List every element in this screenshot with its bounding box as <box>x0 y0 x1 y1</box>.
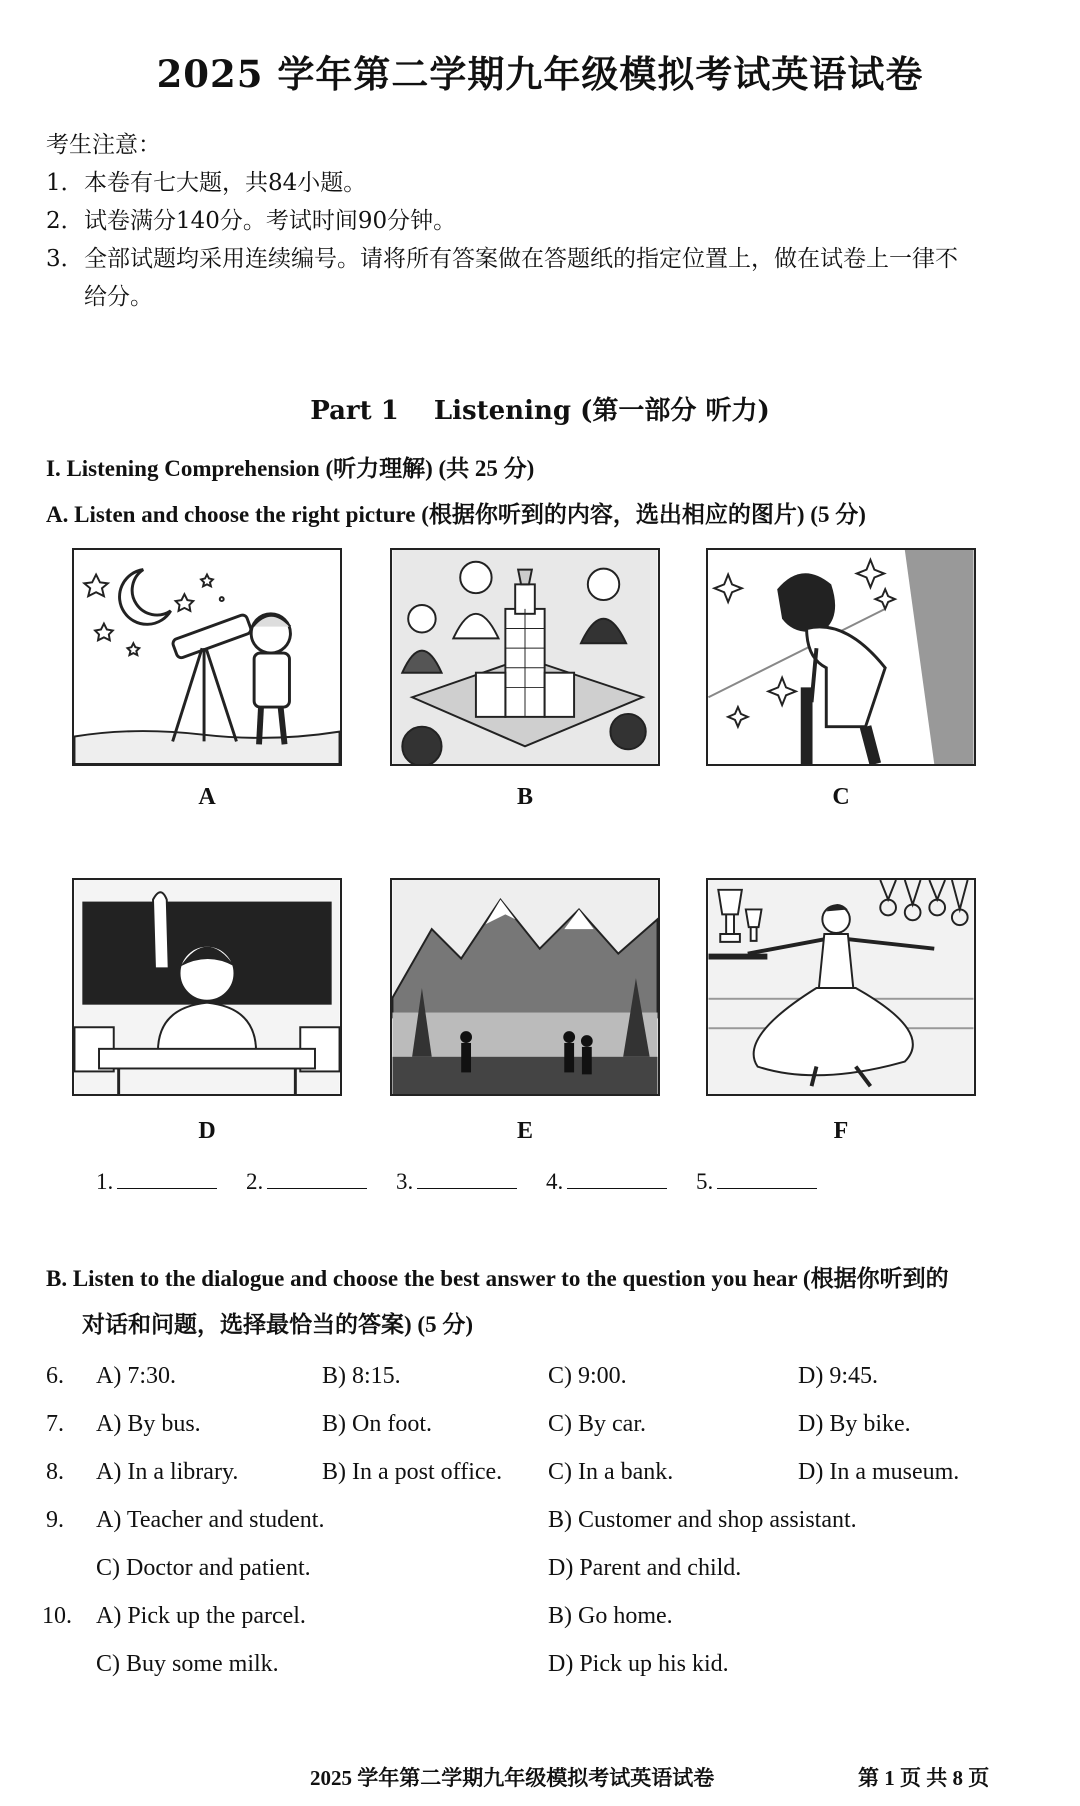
blank-line[interactable] <box>567 1168 667 1189</box>
page-number: 第 1 页 共 8 页 <box>858 1766 990 1790</box>
picture-label-e: E <box>516 1118 533 1144</box>
picture-a <box>72 548 342 766</box>
option-6b[interactable]: B) 8:15. <box>322 1363 401 1389</box>
option-9b[interactable]: B) Customer and shop assistant. <box>548 1507 857 1533</box>
picture-f <box>706 878 976 1096</box>
answer-blank-3: 3. <box>396 1168 517 1195</box>
option-7c[interactable]: C) By car. <box>548 1411 646 1437</box>
option-7d[interactable]: D) By bike. <box>798 1411 911 1437</box>
question-number: 7. <box>46 1411 64 1437</box>
answer-blank-4: 4. <box>546 1168 667 1195</box>
option-8a[interactable]: A) In a library. <box>96 1459 239 1485</box>
answer-blank-5: 5. <box>696 1168 817 1195</box>
option-7b[interactable]: B) On foot. <box>322 1411 432 1437</box>
option-8c[interactable]: C) In a bank. <box>548 1459 674 1485</box>
tired-woman-illustration <box>708 550 974 764</box>
part-heading: Part 1 Listening (第一部分 听力) <box>310 396 770 426</box>
option-8b[interactable]: B) In a post office. <box>322 1459 503 1485</box>
question-number: 8. <box>46 1459 64 1485</box>
business-meeting-illustration <box>392 550 658 764</box>
answer-blank-2: 2. <box>246 1168 367 1195</box>
picture-label-b: B <box>516 784 533 810</box>
notice-item-2: 2．试卷满分140分。考试时间90分钟。 <box>46 208 457 234</box>
section-heading-1: I. Listening Comprehension (听力理解) (共 25 分) <box>46 456 535 481</box>
notice-item-3: 3．全部试题均采用连续编号。请将所有答案做在答题纸的指定位置上，做在试卷上一律不 <box>46 246 958 272</box>
picture-c <box>706 548 976 766</box>
notice-heading: 考生注意： <box>46 132 161 158</box>
option-7a[interactable]: A) By bus. <box>96 1411 201 1437</box>
option-6d[interactable]: D) 9:45. <box>798 1363 878 1389</box>
blank-line[interactable] <box>117 1168 217 1189</box>
option-9c[interactable]: C) Doctor and patient. <box>96 1555 311 1581</box>
page-title: 2025 学年第二学期九年级模拟考试英语试卷 <box>156 52 924 96</box>
option-10c[interactable]: C) Buy some milk. <box>96 1651 279 1677</box>
picture-d <box>72 878 342 1096</box>
answer-blank-1: 1. <box>96 1168 217 1195</box>
option-10b[interactable]: B) Go home. <box>548 1603 673 1629</box>
section-heading-b: B. Listen to the dialogue and choose the best answer to the question you hear (根据你听到的 对话和问题，选择最恰当的答案) (5 分) <box>46 1266 949 1337</box>
picture-label-f: F <box>833 1118 849 1144</box>
notice-item-1: 1．本卷有七大题，共84小题。 <box>46 170 367 196</box>
question-number: 9. <box>46 1507 64 1533</box>
option-9a[interactable]: A) Teacher and student. <box>96 1507 325 1533</box>
blank-line[interactable] <box>267 1168 367 1189</box>
option-9d[interactable]: D) Parent and child. <box>548 1555 742 1581</box>
option-10d[interactable]: D) Pick up his kid. <box>548 1651 729 1677</box>
picture-label-a: A <box>198 784 216 810</box>
option-10a[interactable]: A) Pick up the parcel. <box>96 1603 306 1629</box>
option-6c[interactable]: C) 9:00. <box>548 1363 627 1389</box>
section-heading-a: A. Listen and choose the right picture (根据你听到的内容，选出相应的图片) (5 分) <box>46 502 866 527</box>
telescope-boy-illustration <box>74 550 340 764</box>
picture-b <box>390 548 660 766</box>
mountain-lake-illustration <box>392 880 658 1094</box>
picture-label-c: C <box>832 784 850 810</box>
footer-title: 2025 学年第二学期九年级模拟考试英语试卷 <box>310 1766 715 1790</box>
dancer-illustration <box>708 880 974 1094</box>
picture-e <box>390 878 660 1096</box>
question-number: 6. <box>46 1363 64 1389</box>
option-8d[interactable]: D) In a museum. <box>798 1459 960 1485</box>
picture-label-d: D <box>198 1118 216 1144</box>
question-number: 10. <box>42 1603 72 1629</box>
notice-item-3-cont: 给分。 <box>84 284 153 310</box>
option-6a[interactable]: A) 7:30. <box>96 1363 176 1389</box>
classroom-boy-illustration <box>74 880 340 1094</box>
blank-line[interactable] <box>417 1168 517 1189</box>
blank-line[interactable] <box>717 1168 817 1189</box>
